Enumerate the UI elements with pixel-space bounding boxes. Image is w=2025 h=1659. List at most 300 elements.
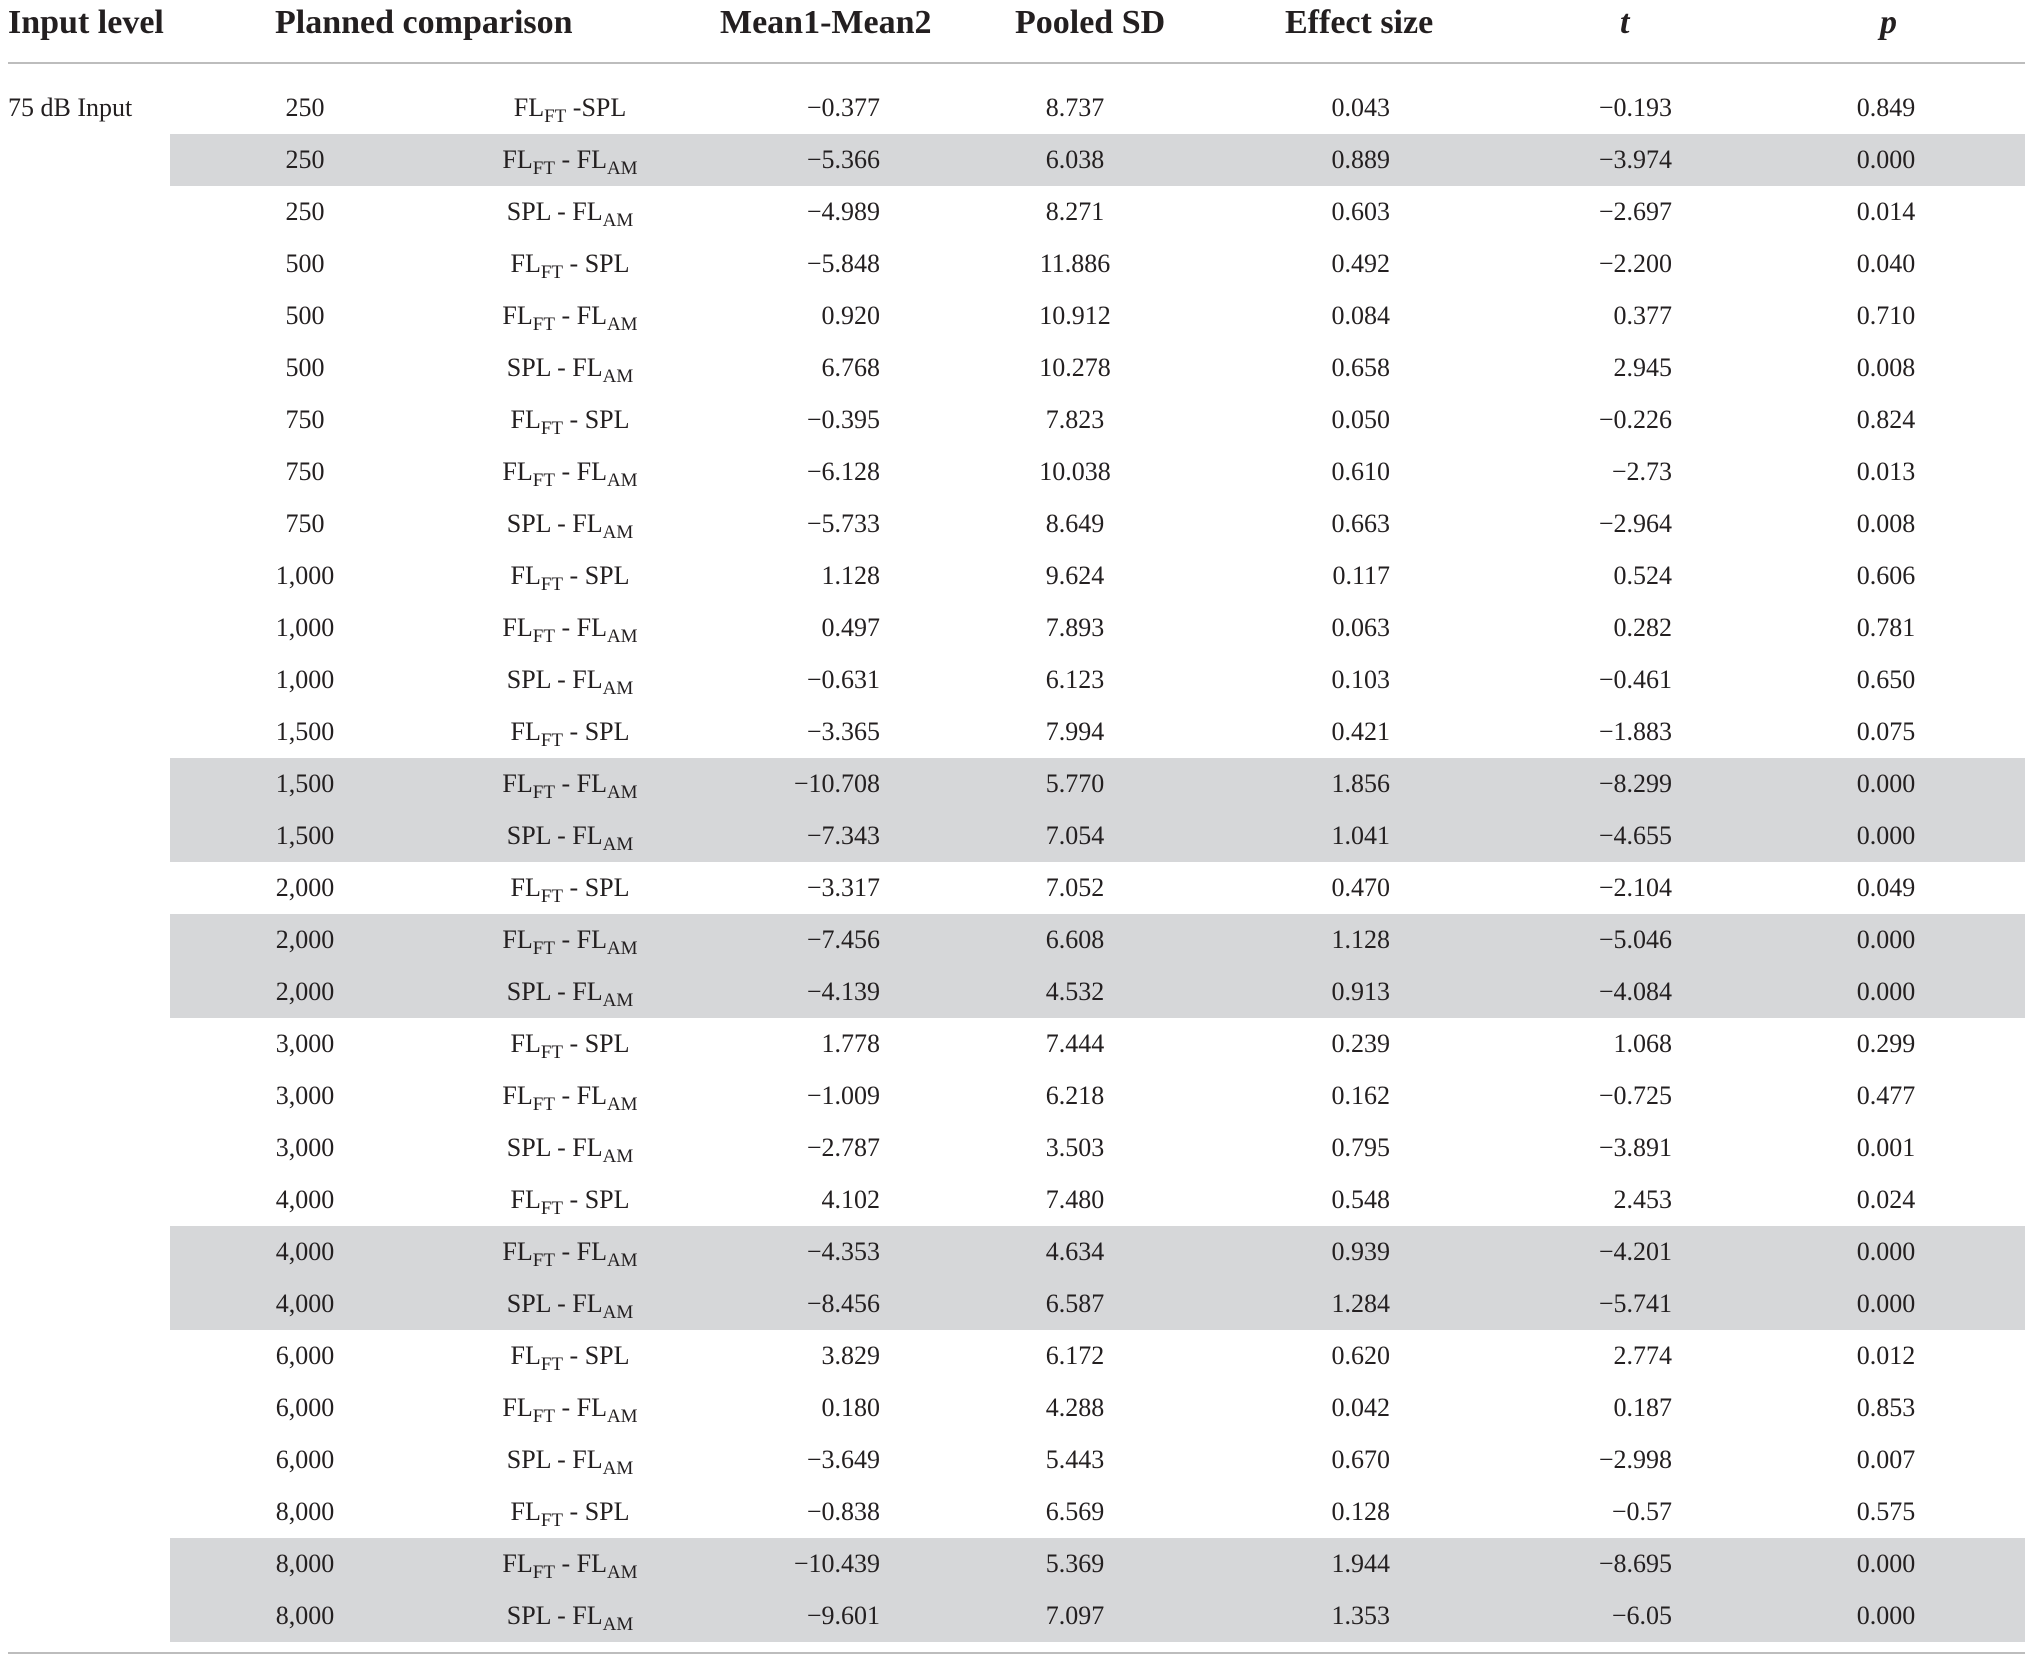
comparison-part: FT: [532, 1094, 555, 1115]
comparison-cell: [470, 1382, 670, 1434]
frequency-cell: 3,000: [275, 1029, 335, 1058]
comparison-part: SPL: [506, 509, 551, 538]
t-value-cell: −3.891: [1598, 1133, 1672, 1162]
comparison-part: FL: [510, 717, 541, 746]
mean-difference-cell: 0.920: [821, 301, 880, 330]
table-row: [0, 1018, 2025, 1070]
comparison-part: FL: [510, 1185, 541, 1214]
pooled-sd-cell: 7.994: [1045, 717, 1105, 746]
comparison-part: FL: [576, 1393, 607, 1422]
comparison-part: FT: [532, 1250, 555, 1271]
comparison-part: SPL: [506, 1133, 551, 1162]
comparison-part: -: [563, 1029, 585, 1058]
comparison-part: -: [563, 873, 585, 902]
effect-size-cell: 0.239: [1331, 1029, 1390, 1058]
t-value-cell: 0.282: [1613, 613, 1672, 642]
header-input-level: Input level: [8, 4, 164, 41]
comparison-part: -: [550, 509, 573, 538]
p-value-cell: 0.710: [1856, 301, 1916, 330]
comparison-part: FL: [502, 1237, 533, 1266]
p-value-cell: 0.000: [1856, 769, 1916, 798]
p-value-cell: 0.049: [1856, 873, 1916, 902]
frequency-cell: 6,000: [275, 1445, 335, 1474]
mean-difference-cell: −5.848: [806, 249, 880, 278]
mean-difference-cell: −5.733: [806, 509, 880, 538]
comparison-cell: [470, 550, 670, 602]
comparison-part: FT: [544, 106, 567, 127]
comparison-part: FT: [540, 1042, 564, 1063]
pooled-sd-cell: 4.288: [1045, 1393, 1105, 1422]
table-row: [0, 1382, 2025, 1434]
t-value-cell: −1.883: [1598, 717, 1672, 746]
pooled-sd-cell: 10.912: [1039, 301, 1111, 330]
t-value-cell: −2.697: [1598, 197, 1672, 226]
comparison-part: FL: [510, 873, 541, 902]
comparison-part: FT: [540, 730, 564, 751]
comparison-part: FT: [540, 1198, 564, 1219]
mean-difference-cell: −9.601: [806, 1601, 880, 1630]
p-value-cell: 0.000: [1856, 977, 1916, 1006]
table-row: [0, 1070, 2025, 1122]
comparison-cell: [470, 1070, 670, 1122]
comparison-part: FL: [510, 1029, 541, 1058]
effect-size-cell: 0.620: [1331, 1341, 1390, 1370]
p-value-cell: 0.040: [1856, 249, 1916, 278]
comparison-cell: [470, 1330, 670, 1382]
mean-difference-cell: −1.009: [806, 1081, 880, 1110]
pooled-sd-cell: 5.369: [1045, 1549, 1105, 1578]
comparison-part: -: [550, 1289, 573, 1318]
comparison-part: -: [554, 1549, 577, 1578]
effect-size-cell: 0.658: [1331, 353, 1390, 382]
comparison-cell: [470, 1590, 670, 1642]
effect-size-cell: 0.050: [1331, 405, 1390, 434]
t-value-cell: −0.226: [1598, 405, 1672, 434]
t-value-cell: 2.453: [1613, 1185, 1672, 1214]
comparison-part: -: [550, 353, 573, 382]
comparison-part: FL: [576, 769, 607, 798]
comparison-part: FL: [572, 821, 603, 850]
comparison-part: FL: [572, 1601, 603, 1630]
comparison-part: -: [550, 197, 573, 226]
mean-difference-cell: −10.708: [793, 769, 880, 798]
t-value-cell: −0.461: [1598, 665, 1672, 694]
comparison-part: FL: [502, 769, 533, 798]
comparison-part: -: [566, 93, 582, 122]
t-value-cell: −4.084: [1598, 977, 1672, 1006]
p-value-cell: 0.000: [1856, 1601, 1916, 1630]
effect-size-cell: 0.610: [1331, 457, 1390, 486]
t-value-cell: −8.695: [1598, 1549, 1672, 1578]
pooled-sd-cell: 5.770: [1045, 769, 1105, 798]
table-row: [0, 1538, 2025, 1590]
comparison-part: SPL: [584, 1185, 630, 1214]
comparison-part: FL: [576, 613, 607, 642]
comparison-part: FT: [540, 418, 564, 439]
comparison-part: SPL: [506, 1445, 551, 1474]
comparison-part: FL: [510, 1341, 541, 1370]
table-row: [0, 1122, 2025, 1174]
table-row: [0, 1330, 2025, 1382]
comparison-part: SPL: [584, 249, 630, 278]
comparison-part: -: [550, 977, 573, 1006]
comparison-cell: [470, 1226, 670, 1278]
p-value-cell: 0.008: [1856, 353, 1916, 382]
comparison-cell: [470, 186, 670, 238]
mean-difference-cell: −3.649: [806, 1445, 880, 1474]
effect-size-cell: 0.670: [1331, 1445, 1390, 1474]
pooled-sd-cell: 9.624: [1045, 561, 1105, 590]
table-row: [0, 394, 2025, 446]
effect-size-cell: 0.063: [1331, 613, 1390, 642]
table-row: [0, 758, 2025, 810]
table-row: [0, 342, 2025, 394]
t-value-cell: −5.046: [1598, 925, 1672, 954]
comparison-part: FL: [572, 353, 603, 382]
comparison-part: -: [563, 561, 585, 590]
comparison-cell: [470, 1174, 670, 1226]
mean-difference-cell: −3.365: [806, 717, 880, 746]
effect-size-cell: 1.041: [1331, 821, 1390, 850]
mean-difference-cell: −4.139: [806, 977, 880, 1006]
t-value-cell: 0.524: [1613, 561, 1672, 590]
t-value-cell: −3.974: [1598, 145, 1672, 174]
effect-size-cell: 1.128: [1331, 925, 1390, 954]
pooled-sd-cell: 7.480: [1045, 1185, 1105, 1214]
comparison-part: FL: [513, 93, 545, 122]
effect-size-cell: 0.042: [1331, 1393, 1390, 1422]
input-level-cell: 75 dB Input: [8, 93, 133, 122]
effect-size-cell: 0.492: [1331, 249, 1390, 278]
comparison-part: -: [554, 769, 577, 798]
comparison-part: FT: [532, 938, 555, 959]
p-value-cell: 0.007: [1856, 1445, 1916, 1474]
header-p: p: [1880, 4, 1897, 41]
p-value-cell: 0.013: [1856, 457, 1916, 486]
p-value-cell: 0.575: [1856, 1497, 1916, 1526]
pooled-sd-cell: 5.443: [1045, 1445, 1105, 1474]
comparison-part: SPL: [506, 197, 551, 226]
comparison-part: FL: [510, 405, 541, 434]
comparison-part: -: [563, 405, 585, 434]
table-row: [0, 550, 2025, 602]
frequency-cell: 6,000: [275, 1341, 335, 1370]
comparison-part: FT: [532, 782, 555, 803]
mean-difference-cell: −2.787: [806, 1133, 880, 1162]
comparison-part: SPL: [506, 977, 551, 1006]
p-value-cell: 0.606: [1856, 561, 1916, 590]
mean-difference-cell: −0.631: [806, 665, 880, 694]
comparison-cell: [470, 654, 670, 706]
table-row: [0, 966, 2025, 1018]
comparison-part: FL: [572, 977, 603, 1006]
comparison-part: -: [563, 1497, 585, 1526]
comparison-part: -: [563, 1341, 585, 1370]
comparison-part: FL: [502, 145, 533, 174]
p-value-cell: 0.849: [1856, 93, 1916, 122]
mean-difference-cell: 0.180: [821, 1393, 880, 1422]
mean-difference-cell: 6.768: [821, 353, 880, 382]
mean-difference-cell: −4.989: [806, 197, 880, 226]
comparison-part: AM: [606, 470, 638, 491]
comparison-part: -: [563, 249, 585, 278]
comparison-cell: [470, 966, 670, 1018]
t-value-cell: 2.774: [1613, 1341, 1672, 1370]
effect-size-cell: 1.353: [1331, 1601, 1390, 1630]
mean-difference-cell: 0.497: [821, 613, 880, 642]
header-mean-difference: Mean1-Mean2: [720, 4, 932, 41]
comparison-cell: [470, 1122, 670, 1174]
p-value-cell: 0.000: [1856, 145, 1916, 174]
comparison-part: FT: [532, 1406, 555, 1427]
comparison-cell: [470, 1538, 670, 1590]
comparison-part: SPL: [584, 561, 630, 590]
effect-size-cell: 0.162: [1331, 1081, 1390, 1110]
mean-difference-cell: −0.838: [806, 1497, 880, 1526]
comparison-part: SPL: [584, 873, 630, 902]
t-value-cell: −2.998: [1598, 1445, 1672, 1474]
comparison-part: FT: [540, 1510, 564, 1531]
t-value-cell: −2.104: [1598, 873, 1672, 902]
pooled-sd-cell: 6.218: [1045, 1081, 1105, 1110]
pooled-sd-cell: 8.649: [1045, 509, 1105, 538]
comparison-cell: [470, 1434, 670, 1486]
pooled-sd-cell: 7.054: [1045, 821, 1105, 850]
comparison-part: FT: [540, 262, 564, 283]
comparison-part: FL: [572, 197, 603, 226]
comparison-part: AM: [606, 938, 638, 959]
mean-difference-cell: −7.456: [806, 925, 880, 954]
comparison-part: FL: [572, 1133, 603, 1162]
t-value-cell: 0.187: [1613, 1393, 1672, 1422]
frequency-cell: 750: [285, 405, 325, 434]
comparison-part: AM: [606, 626, 638, 647]
comparison-part: -: [554, 925, 577, 954]
comparison-part: AM: [606, 1562, 638, 1583]
comparison-part: FL: [510, 249, 541, 278]
t-value-cell: −4.655: [1598, 821, 1672, 850]
frequency-cell: 250: [285, 93, 325, 122]
frequency-cell: 3,000: [275, 1081, 335, 1110]
t-value-cell: −6.05: [1611, 1601, 1672, 1630]
mean-difference-cell: −5.366: [806, 145, 880, 174]
comparison-part: FT: [540, 574, 564, 595]
effect-size-cell: 0.128: [1331, 1497, 1390, 1526]
table-row: [0, 914, 2025, 966]
mean-difference-cell: −8.456: [806, 1289, 880, 1318]
comparison-part: FT: [532, 626, 555, 647]
comparison-part: -: [550, 665, 573, 694]
p-value-cell: 0.000: [1856, 1549, 1916, 1578]
frequency-cell: 1,000: [275, 613, 335, 642]
t-value-cell: −8.299: [1598, 769, 1672, 798]
comparison-part: FL: [576, 1549, 607, 1578]
comparison-part: -: [550, 1133, 573, 1162]
p-value-cell: 0.000: [1856, 821, 1916, 850]
effect-size-cell: 0.117: [1332, 561, 1390, 590]
effect-size-cell: 0.663: [1331, 509, 1390, 538]
p-value-cell: 0.000: [1856, 1237, 1916, 1266]
comparison-cell: [470, 342, 670, 394]
frequency-cell: 8,000: [275, 1497, 335, 1526]
comparison-part: FL: [510, 1497, 541, 1526]
pooled-sd-cell: 6.123: [1045, 665, 1105, 694]
comparison-part: FL: [502, 613, 533, 642]
comparison-part: -: [550, 821, 573, 850]
comparison-part: FL: [572, 509, 603, 538]
comparison-cell: [470, 446, 670, 498]
comparison-part: FL: [502, 925, 533, 954]
frequency-cell: 4,000: [275, 1185, 335, 1214]
comparison-cell: [470, 1018, 670, 1070]
comparison-cell: [470, 706, 670, 758]
t-value-cell: −2.73: [1611, 457, 1672, 486]
pooled-sd-cell: 7.052: [1045, 873, 1105, 902]
t-value-cell: −2.200: [1598, 249, 1672, 278]
comparison-part: AM: [602, 1302, 634, 1323]
comparison-part: SPL: [584, 1341, 630, 1370]
header-t: t: [1620, 4, 1630, 41]
comparison-part: FL: [510, 561, 541, 590]
p-value-cell: 0.781: [1856, 613, 1916, 642]
mean-difference-cell: −3.317: [806, 873, 880, 902]
mean-difference-cell: 1.778: [821, 1029, 880, 1058]
comparison-part: FT: [532, 470, 555, 491]
effect-size-cell: 1.944: [1331, 1549, 1390, 1578]
frequency-cell: 6,000: [275, 1393, 335, 1422]
t-value-cell: 2.945: [1613, 353, 1672, 382]
comparison-part: AM: [606, 1250, 638, 1271]
p-value-cell: 0.853: [1856, 1393, 1916, 1422]
p-value-cell: 0.075: [1856, 717, 1916, 746]
pooled-sd-cell: 6.587: [1045, 1289, 1105, 1318]
pooled-sd-cell: 7.097: [1045, 1601, 1105, 1630]
table-row: [0, 810, 2025, 862]
comparison-cell: [470, 914, 670, 966]
table-row: [0, 1486, 2025, 1538]
p-value-cell: 0.477: [1856, 1081, 1916, 1110]
comparison-cell: [470, 238, 670, 290]
comparison-part: FT: [532, 1562, 555, 1583]
comparison-cell: [470, 810, 670, 862]
comparison-part: FL: [502, 1393, 533, 1422]
mean-difference-cell: 4.102: [821, 1185, 880, 1214]
comparison-part: SPL: [584, 1497, 630, 1526]
comparison-part: FL: [572, 665, 603, 694]
comparison-part: SPL: [584, 717, 630, 746]
table-row: [0, 1226, 2025, 1278]
effect-size-cell: 1.856: [1331, 769, 1390, 798]
comparison-cell: [470, 82, 670, 134]
comparison-part: -: [554, 1393, 577, 1422]
effect-size-cell: 0.421: [1331, 717, 1390, 746]
comparison-part: AM: [606, 1094, 638, 1115]
frequency-cell: 8,000: [275, 1601, 335, 1630]
comparison-part: FT: [540, 886, 564, 907]
comparison-part: FT: [540, 1354, 564, 1375]
comparison-part: FL: [576, 301, 607, 330]
mean-difference-cell: −0.377: [806, 93, 880, 122]
frequency-cell: 1,500: [275, 717, 335, 746]
table-row: [0, 602, 2025, 654]
header-rule: [8, 62, 2025, 64]
comparison-part: FT: [532, 158, 555, 179]
frequency-cell: 500: [285, 249, 325, 278]
pooled-sd-cell: 8.737: [1045, 93, 1105, 122]
comparison-part: AM: [602, 834, 634, 855]
p-value-cell: 0.014: [1856, 197, 1916, 226]
t-value-cell: 0.377: [1613, 301, 1672, 330]
header-effect-size: Effect size: [1285, 4, 1434, 41]
table-row: [0, 498, 2025, 550]
effect-size-cell: 0.548: [1331, 1185, 1390, 1214]
comparison-part: AM: [606, 1406, 638, 1427]
comparison-cell: [470, 1486, 670, 1538]
frequency-cell: 2,000: [275, 977, 335, 1006]
effect-size-cell: 0.103: [1331, 665, 1390, 694]
t-value-cell: 1.068: [1613, 1029, 1672, 1058]
t-value-cell: −0.193: [1598, 93, 1672, 122]
effect-size-cell: 0.939: [1331, 1237, 1390, 1266]
comparison-part: -: [554, 301, 577, 330]
comparison-cell: [470, 862, 670, 914]
mean-difference-cell: 1.128: [821, 561, 880, 590]
p-value-cell: 0.001: [1856, 1133, 1916, 1162]
comparison-part: AM: [606, 314, 638, 335]
t-value-cell: −0.725: [1598, 1081, 1672, 1110]
frequency-cell: 1,000: [275, 561, 335, 590]
comparison-part: AM: [602, 210, 634, 231]
pooled-sd-cell: 10.278: [1039, 353, 1111, 382]
pooled-sd-cell: 8.271: [1045, 197, 1105, 226]
comparison-part: SPL: [506, 353, 551, 382]
table-row: [0, 186, 2025, 238]
comparison-cell: [470, 758, 670, 810]
t-value-cell: −5.741: [1598, 1289, 1672, 1318]
frequency-cell: 1,000: [275, 665, 335, 694]
table-row: [0, 1590, 2025, 1642]
effect-size-cell: 0.795: [1331, 1133, 1390, 1162]
table-row: [0, 446, 2025, 498]
comparison-part: -: [563, 717, 585, 746]
effect-size-cell: 0.043: [1331, 93, 1390, 122]
frequency-cell: 8,000: [275, 1549, 335, 1578]
effect-size-cell: 1.284: [1331, 1289, 1390, 1318]
pooled-sd-cell: 6.038: [1045, 145, 1105, 174]
frequency-cell: 2,000: [275, 925, 335, 954]
comparison-part: FL: [576, 1081, 607, 1110]
effect-size-cell: 0.084: [1331, 301, 1390, 330]
frequency-cell: 3,000: [275, 1133, 335, 1162]
header-planned-comparison: Planned comparison: [275, 4, 573, 41]
frequency-cell: 500: [285, 301, 325, 330]
p-value-cell: 0.008: [1856, 509, 1916, 538]
mean-difference-cell: −0.395: [806, 405, 880, 434]
table-row: [0, 290, 2025, 342]
pooled-sd-cell: 6.172: [1045, 1341, 1105, 1370]
mean-difference-cell: −7.343: [806, 821, 880, 850]
pooled-sd-cell: 7.444: [1045, 1029, 1105, 1058]
frequency-cell: 1,500: [275, 769, 335, 798]
effect-size-cell: 0.889: [1331, 145, 1390, 174]
table-row: [0, 654, 2025, 706]
frequency-cell: 750: [285, 457, 325, 486]
mean-difference-cell: 3.829: [821, 1341, 880, 1370]
comparison-part: -: [563, 1185, 585, 1214]
pooled-sd-cell: 7.823: [1045, 405, 1105, 434]
mean-difference-cell: −6.128: [806, 457, 880, 486]
pooled-sd-cell: 4.634: [1045, 1237, 1105, 1266]
